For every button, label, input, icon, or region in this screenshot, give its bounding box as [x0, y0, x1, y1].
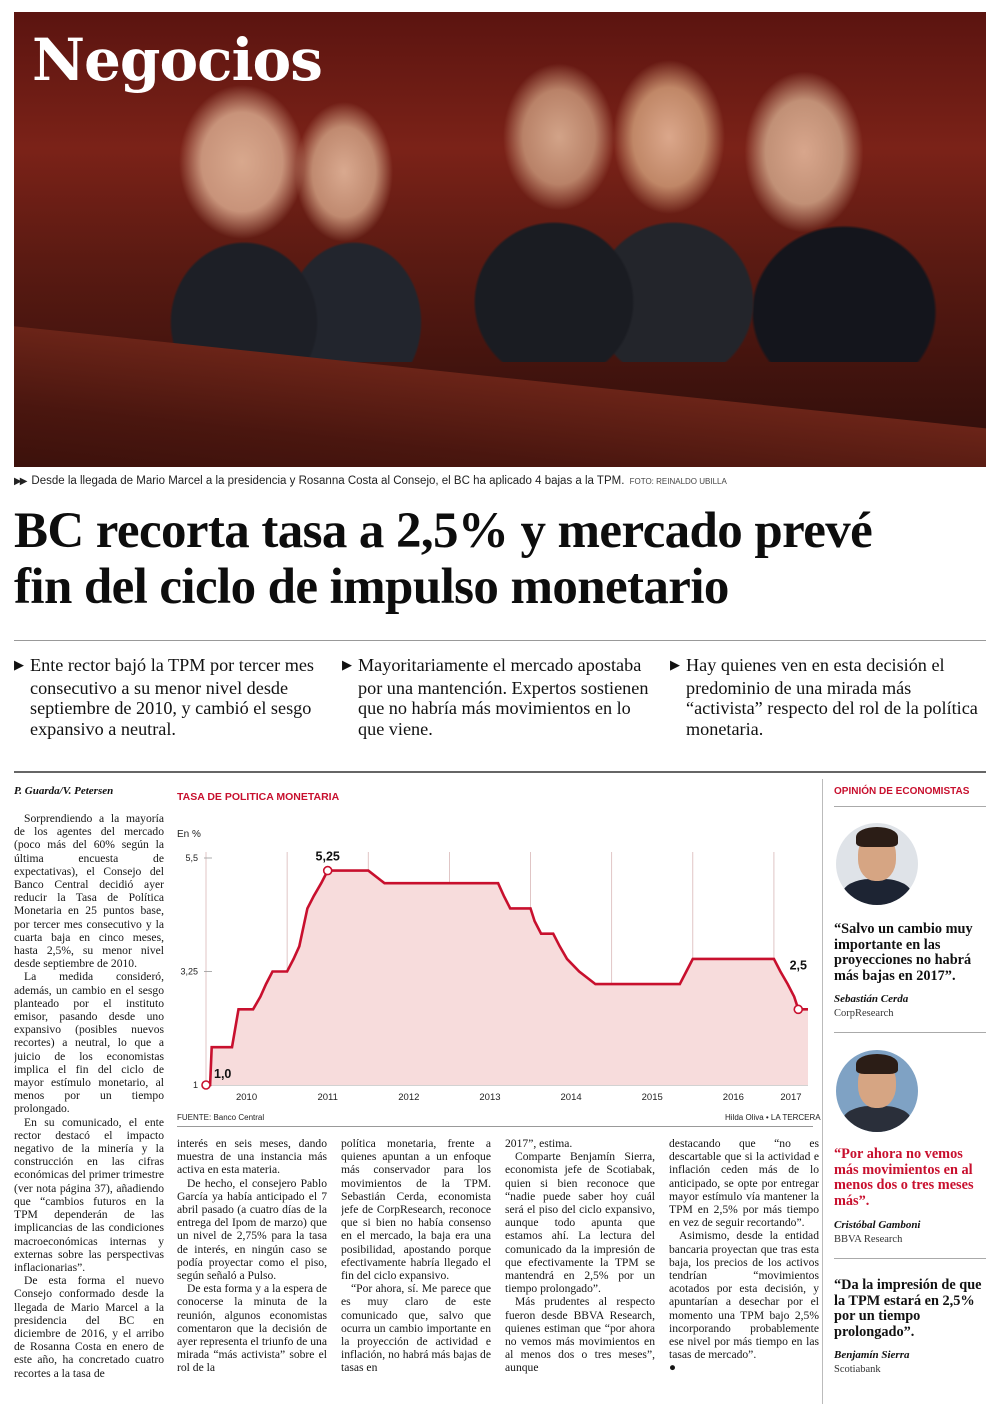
chart-point-marker	[202, 1081, 210, 1089]
tpm-chart	[170, 840, 820, 1108]
paragraph: política monetaria, frente a quienes apuntan a un enfoque más conservador para los movimientos de la TPM. Sebastián Cerda, economista jefe de CorpResearch, reconoce que si bien no había consenso en el mercado, la baja era una posibilidad, apostando porque efectivamente habría llegado el fin del ciclo expansivo.	[341, 1137, 491, 1283]
chart-data-label: 5,25	[315, 849, 340, 864]
bullet-triangle-icon: ▶	[342, 657, 352, 672]
chart-data-label: 2,5	[789, 958, 807, 973]
dek-1	[14, 655, 329, 739]
chart-credit: Hilda Oliva • LA TERCERA	[725, 1113, 821, 1122]
chart-x-tick-label: 2011	[317, 1092, 338, 1103]
dek-2	[342, 655, 657, 739]
caption-arrows-icon: ▶▶	[14, 476, 26, 487]
divider	[834, 1258, 986, 1259]
opinion-title: OPINIÓN DE ECONOMISTAS	[834, 786, 970, 797]
paragraph: Más prudentes al respecto fueron desde BBVA Research, quienes estiman que “por ahora no vemos más movimientos en al menos dos o tres meses”, aunque	[505, 1295, 655, 1375]
headline-line-1: BC recorta tasa a 2,5% y mercado prevé	[14, 503, 873, 559]
paragraph: De esta forma el nuevo Consejo conformado desde la llegada de Mario Marcel a la presidencia del BC en diciembre de 2016, y el arribo de Rosanna Costa en enero de este año, ha concretado cuatro recortes a la tasa de	[14, 1274, 164, 1380]
headline	[14, 503, 986, 615]
bullet-triangle-icon: ▶	[14, 657, 24, 672]
photo-caption	[14, 475, 986, 487]
paragraph: De hecho, el consejero Pablo García ya había anticipado el 7 abril pasado (a cuatro días de la entrega del Ipom de marzo) que un nivel de 2,75% para la tasa de interés, en ningún caso se podía proyectar como el piso, según señaló a Pulso.	[177, 1176, 327, 1283]
body-column-3	[341, 1137, 491, 1410]
opinion-quote: “Por ahora no vemos más movimientos en al menos dos o tres meses más”.	[834, 1146, 974, 1209]
body-column-4	[505, 1137, 655, 1410]
paragraph: “Por ahora, sí. Me parece que es muy claro de este comunicado que, salvo que ocurra un cambio importante en la proyección de actividad e inflación, no habrá más bajas de tasas en	[341, 1282, 491, 1375]
paragraph: En su comunicado, el ente rector destacó el impacto negativo de la minería y la construcción en las cifras económicas del primer trimestre (ver nota página 37), añadiendo que “cambios futuros en la TPM dependerán de las implicancias de las condiciones macroeconómicas internas y externas sobre las perspectivas inflacionarias”.	[14, 1115, 164, 1274]
chart-x-tick-label: 2014	[560, 1092, 582, 1103]
paragraph: interés en seis meses, dando muestra de una instancia más activa en esta materia.	[177, 1137, 327, 1177]
end-mark-icon: ●	[669, 1361, 677, 1375]
lead-photo	[14, 12, 986, 467]
chart-point-marker	[794, 1005, 802, 1013]
byline: P. Guarda/V. Petersen	[14, 785, 114, 797]
dek-3	[670, 655, 985, 739]
caption-text: Desde la llegada de Mario Marcel a la presidencia y Rosanna Costa al Consejo, el BC ha aplicado 4 bajas a la TPM.	[31, 475, 625, 487]
divider	[834, 1032, 986, 1033]
chart-y-tick-label: 3,25	[180, 966, 198, 977]
divider	[14, 771, 986, 773]
chart-y-tick-label: 1	[192, 1080, 198, 1090]
opinion-quote: “Da la impresión de que la TPM estará en 2,5% por un tiempo prolongado”.	[834, 1277, 982, 1340]
chart-y-label: En %	[177, 829, 201, 840]
divider	[177, 1126, 813, 1127]
chart-source: FUENTE: Banco Central	[177, 1113, 265, 1122]
opinion-name: Cristóbal Gamboni	[834, 1219, 921, 1231]
chart-x-tick-label: 2017	[780, 1092, 802, 1103]
paragraph: 2017”, estima.	[505, 1137, 573, 1150]
chart-title: TASA DE POLITICA MONETARIA	[177, 791, 340, 803]
bullet-triangle-icon: ▶	[670, 657, 680, 672]
opinion-name: Sebastián Cerda	[834, 993, 909, 1005]
section-title: Negocios	[32, 26, 322, 94]
avatar	[836, 1050, 918, 1132]
opinion-name: Benjamín Sierra	[834, 1349, 910, 1361]
paragraph: Comparte Benjamín Sierra, economista jefe de Scotiabak, quien si bien reconoce que “nadie puede saber hoy cuál será el piso del ciclo expansivo, aunque todo apunta que estamos ahí. La lectura del comunicado da la impresión de que efectivamente la TPM se mantendrá en 2,5% por un tiempo prolongado”.	[505, 1150, 655, 1296]
chart-x-tick-label: 2012	[398, 1092, 420, 1103]
dek-text: Mayoritariamente el mercado apostaba por una mantención. Expertos sostienen que no habría más movimientos en lo que viene.	[358, 655, 649, 739]
chart-y-ticks	[180, 853, 198, 1090]
chart-x-tick-label: 2013	[479, 1092, 501, 1103]
dek-text: Ente rector bajó la TPM por tercer mes consecutivo a su menor nivel desde septiembre de 2010, y cambió el sesgo expansivo a neutral.	[30, 655, 314, 739]
chart-x-tick-label: 2010	[235, 1092, 258, 1103]
paragraph: De esta forma y a la espera de conocerse la minuta de la reunión, algunos economistas comentaron que la decisión de ayer representa el triunfo de una mirada “más activista” sobre el rol de la	[177, 1282, 327, 1375]
opinion-org: Scotiabank	[834, 1364, 881, 1375]
paragraph: La medida consideró, además, un cambio en el sesgo planteado por el instituto emisor, pasando desde uno expansivo (posibles nuevos recortes) a neutral, lo que a juicio de los economistas implica el fin del ciclo de mayor estímulo monetario, al menos por un tiempo prolongado.	[14, 970, 164, 1116]
photo-credit: FOTO: REINALDO UBILLA	[629, 477, 727, 486]
opinion-org: CorpResearch	[834, 1008, 894, 1019]
photo-board-members	[14, 202, 986, 362]
avatar	[836, 823, 918, 905]
paragraph: Sorprendiendo a la mayoría de los agentes del mercado (poco más del 60% según la última encuesta de expectativas), el Consejo del Banco Central decidió ayer reducir la Tasa de Política Monetaria en 25 puntos base, por tercer mes consecutivo y la cuarta baja en cinco meses, hasta 2,5%, su menor nivel desde septiembre de 2010.	[14, 812, 164, 971]
opinion-quote: “Salvo un cambio muy importante en las proyecciones no habrá más bajas en 2017”.	[834, 921, 973, 984]
dek-text: Hay quienes ven en esta decisión el predominio de una mirada más “activista” respecto del rol de la política monetaria.	[686, 655, 978, 739]
chart-data-label: 1,0	[214, 1067, 232, 1081]
paragraph: destacando que “no es descartable que si la actividad e inflación ceden más de lo anticipado, se opte por entregar mayor estímulo vía mantener la TPM en 2,5% por más tiempo en vez de seguir recortando”.	[669, 1137, 819, 1230]
divider	[834, 806, 986, 807]
headline-line-2: fin del ciclo de impulso monetario	[14, 559, 729, 615]
paragraph: Asimismo, desde la entidad bancaria proyectan que tras esta baja, los precios de los activos tendrían “movimientos acotados por esta decisión, y apuntarían a desechar por el momento una TPM bajo 2,5% incorporando probablemente ese nivel por más tiempo en las tasas de mercado”.	[669, 1229, 819, 1362]
sidebar-divider	[822, 779, 823, 1404]
body-column-5	[669, 1137, 819, 1410]
chart-y-tick-label: 5,5	[185, 853, 198, 863]
chart-point-marker	[324, 867, 332, 875]
body-column-1	[14, 812, 164, 1410]
divider	[14, 640, 986, 641]
opinion-org: BBVA Research	[834, 1234, 903, 1245]
chart-x-tick-label: 2015	[641, 1092, 663, 1103]
body-column-2	[177, 1137, 327, 1410]
chart-x-ticks	[236, 1092, 802, 1103]
chart-x-tick-label: 2016	[722, 1092, 744, 1103]
